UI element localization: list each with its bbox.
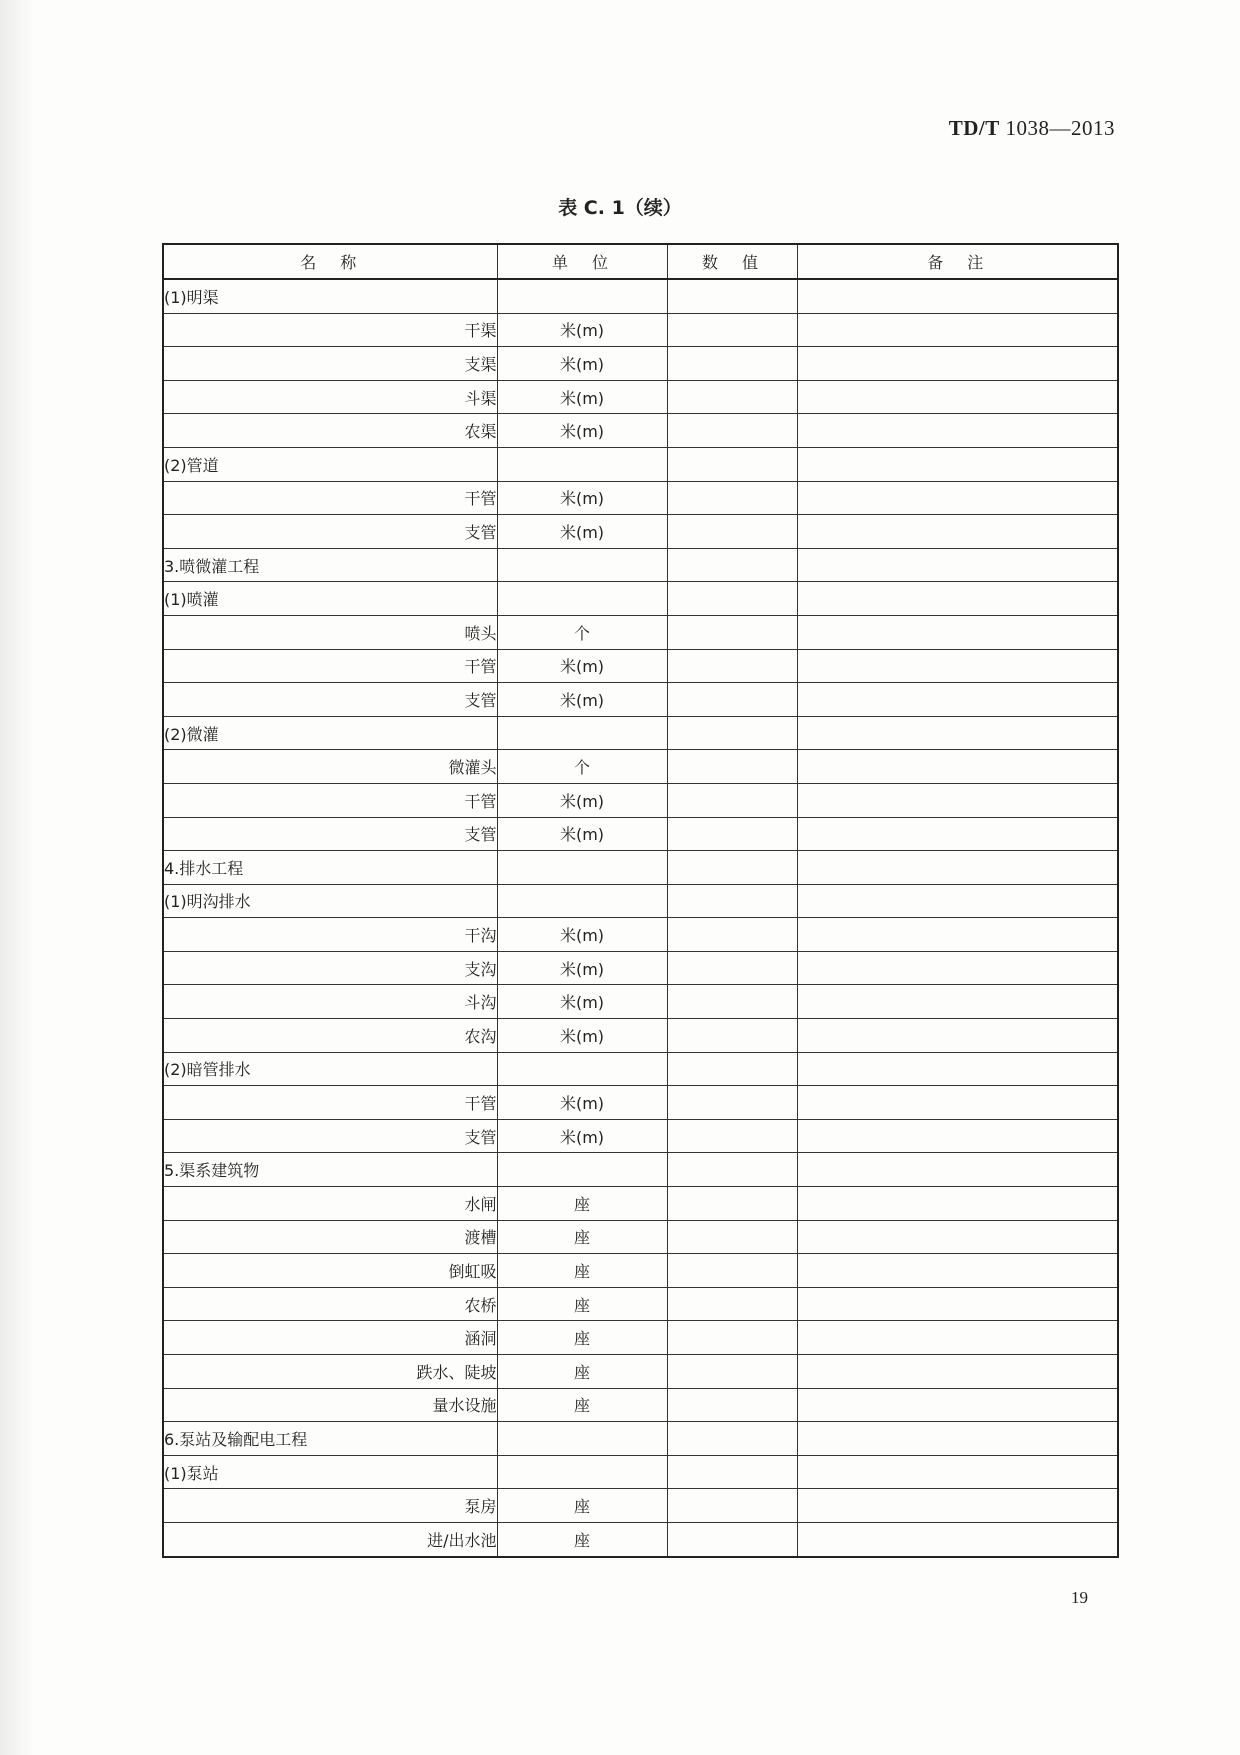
table-row	[163, 582, 1118, 616]
remark-cell[interactable]	[797, 1455, 1118, 1489]
remark-cell[interactable]	[797, 783, 1118, 817]
unit-cell: 米(m)	[497, 414, 667, 448]
column-header-unit: 单 位	[497, 244, 667, 279]
section-name-cell: 4.排水工程	[163, 851, 497, 885]
value-cell[interactable]	[667, 1019, 797, 1053]
remark-cell[interactable]	[797, 515, 1118, 549]
item-name-cell: 渡槽	[163, 1220, 497, 1254]
value-cell[interactable]	[667, 1052, 797, 1086]
unit-cell: 座	[497, 1187, 667, 1221]
table-row	[163, 1086, 1118, 1120]
remark-cell[interactable]	[797, 884, 1118, 918]
remark-cell[interactable]	[797, 548, 1118, 582]
value-cell[interactable]	[667, 515, 797, 549]
value-cell[interactable]	[667, 1153, 797, 1187]
remark-cell[interactable]	[797, 347, 1118, 381]
table-row	[163, 817, 1118, 851]
unit-cell	[497, 447, 667, 481]
table-row	[163, 1052, 1118, 1086]
table-row	[163, 1522, 1118, 1556]
value-cell[interactable]	[667, 817, 797, 851]
value-cell[interactable]	[667, 1220, 797, 1254]
table-row	[163, 548, 1118, 582]
remark-cell[interactable]	[797, 1254, 1118, 1288]
table-row	[163, 615, 1118, 649]
table-row	[163, 1489, 1118, 1523]
value-cell[interactable]	[667, 1489, 797, 1523]
unit-cell: 座	[497, 1321, 667, 1355]
remark-cell[interactable]	[797, 918, 1118, 952]
item-name-cell: 倒虹吸	[163, 1254, 497, 1288]
value-cell[interactable]	[667, 380, 797, 414]
table-row	[163, 884, 1118, 918]
unit-cell	[497, 1422, 667, 1456]
item-name-cell: 干沟	[163, 918, 497, 952]
item-name-cell: 支渠	[163, 347, 497, 381]
data-table	[162, 243, 1119, 1558]
table-row	[163, 1153, 1118, 1187]
remark-cell[interactable]	[797, 649, 1118, 683]
item-name-cell: 农渠	[163, 414, 497, 448]
unit-cell: 米(m)	[497, 649, 667, 683]
section-name-cell: (1)明渠	[163, 279, 497, 313]
unit-cell: 座	[497, 1254, 667, 1288]
unit-cell: 米(m)	[497, 1019, 667, 1053]
unit-cell	[497, 1153, 667, 1187]
unit-cell	[497, 548, 667, 582]
remark-cell[interactable]	[797, 817, 1118, 851]
section-name-cell: 3.喷微灌工程	[163, 548, 497, 582]
table-row	[163, 851, 1118, 885]
item-name-cell: 干管	[163, 783, 497, 817]
value-cell[interactable]	[667, 716, 797, 750]
unit-cell: 米(m)	[497, 515, 667, 549]
item-name-cell: 喷头	[163, 615, 497, 649]
value-cell[interactable]	[667, 1522, 797, 1556]
item-name-cell: 水闸	[163, 1187, 497, 1221]
section-name-cell: (2)微灌	[163, 716, 497, 750]
table-row	[163, 951, 1118, 985]
unit-cell: 座	[497, 1388, 667, 1422]
section-name-cell: (1)喷灌	[163, 582, 497, 616]
value-cell[interactable]	[667, 582, 797, 616]
remark-cell[interactable]	[797, 615, 1118, 649]
page-number: 19	[1071, 1588, 1088, 1607]
table-row	[163, 985, 1118, 1019]
item-name-cell: 干管	[163, 649, 497, 683]
value-cell[interactable]	[667, 447, 797, 481]
remark-cell[interactable]	[797, 582, 1118, 616]
item-name-cell: 农沟	[163, 1019, 497, 1053]
remark-cell[interactable]	[797, 1119, 1118, 1153]
unit-cell: 米(m)	[497, 1086, 667, 1120]
table-row	[163, 649, 1118, 683]
unit-cell: 米(m)	[497, 783, 667, 817]
table-body	[163, 279, 1118, 1557]
unit-cell: 米(m)	[497, 481, 667, 515]
item-name-cell: 支管	[163, 515, 497, 549]
column-header-remark: 备 注	[797, 244, 1118, 279]
unit-cell: 座	[497, 1355, 667, 1389]
remark-cell[interactable]	[797, 279, 1118, 313]
document-code	[949, 116, 1115, 141]
unit-cell	[497, 716, 667, 750]
table-row	[163, 1287, 1118, 1321]
remark-cell[interactable]	[797, 951, 1118, 985]
value-cell[interactable]	[667, 1388, 797, 1422]
table-row	[163, 918, 1118, 952]
value-cell[interactable]	[667, 1355, 797, 1389]
remark-cell[interactable]	[797, 1388, 1118, 1422]
remark-cell[interactable]	[797, 447, 1118, 481]
table-row	[163, 783, 1118, 817]
remark-cell[interactable]	[797, 380, 1118, 414]
table-row	[163, 1388, 1118, 1422]
remark-cell[interactable]	[797, 985, 1118, 1019]
table-row	[163, 1422, 1118, 1456]
column-header-value: 数 值	[667, 244, 797, 279]
item-name-cell: 泵房	[163, 1489, 497, 1523]
unit-cell: 米(m)	[497, 380, 667, 414]
item-name-cell: 微灌头	[163, 750, 497, 784]
table-row	[163, 380, 1118, 414]
value-cell[interactable]	[667, 884, 797, 918]
table-row	[163, 1119, 1118, 1153]
remark-cell[interactable]	[797, 481, 1118, 515]
unit-cell: 座	[497, 1287, 667, 1321]
document-code-prefix: TD/T	[948, 116, 1000, 140]
remark-cell[interactable]	[797, 414, 1118, 448]
unit-cell: 米(m)	[497, 985, 667, 1019]
unit-cell: 米(m)	[497, 817, 667, 851]
table-row	[163, 347, 1118, 381]
remark-cell[interactable]	[797, 1220, 1118, 1254]
item-name-cell: 农桥	[163, 1287, 497, 1321]
item-name-cell: 支管	[163, 1119, 497, 1153]
item-name-cell: 支管	[163, 683, 497, 717]
table-row	[163, 447, 1118, 481]
remark-cell[interactable]	[797, 851, 1118, 885]
unit-cell: 座	[497, 1220, 667, 1254]
section-name-cell: (2)管道	[163, 447, 497, 481]
value-cell[interactable]	[667, 918, 797, 952]
unit-cell: 个	[497, 615, 667, 649]
value-cell[interactable]	[667, 1422, 797, 1456]
value-cell[interactable]	[667, 347, 797, 381]
unit-cell	[497, 884, 667, 918]
value-cell[interactable]	[667, 1086, 797, 1120]
unit-cell: 米(m)	[497, 683, 667, 717]
remark-cell[interactable]	[797, 716, 1118, 750]
document-code-number: 1038—2013	[1005, 116, 1115, 140]
value-cell[interactable]	[667, 1287, 797, 1321]
table-row	[163, 1187, 1118, 1221]
table-row	[163, 1455, 1118, 1489]
section-name-cell: 6.泵站及输配电工程	[163, 1422, 497, 1456]
value-cell[interactable]	[667, 750, 797, 784]
unit-cell: 米(m)	[497, 347, 667, 381]
unit-cell: 座	[497, 1489, 667, 1523]
scan-edge-shadow	[0, 0, 34, 1755]
unit-cell	[497, 279, 667, 313]
unit-cell: 米(m)	[497, 918, 667, 952]
table-row	[163, 1321, 1118, 1355]
value-cell[interactable]	[667, 985, 797, 1019]
unit-cell: 米(m)	[497, 1119, 667, 1153]
remark-cell[interactable]	[797, 1153, 1118, 1187]
table-row	[163, 1220, 1118, 1254]
item-name-cell: 涵洞	[163, 1321, 497, 1355]
unit-cell: 个	[497, 750, 667, 784]
value-cell[interactable]	[667, 1455, 797, 1489]
value-cell[interactable]	[667, 1321, 797, 1355]
table-row	[163, 515, 1118, 549]
remark-cell[interactable]	[797, 1489, 1118, 1523]
table-title: 表 C. 1（续）	[558, 197, 682, 219]
value-cell[interactable]	[667, 313, 797, 347]
remark-cell[interactable]	[797, 313, 1118, 347]
column-header-name: 名 称	[163, 244, 497, 279]
item-name-cell: 支沟	[163, 951, 497, 985]
unit-cell	[497, 1052, 667, 1086]
item-name-cell: 支管	[163, 817, 497, 851]
table-row	[163, 683, 1118, 717]
item-name-cell: 斗渠	[163, 380, 497, 414]
section-name-cell: (1)明沟排水	[163, 884, 497, 918]
remark-cell[interactable]	[797, 750, 1118, 784]
value-cell[interactable]	[667, 1254, 797, 1288]
table-row	[163, 1355, 1118, 1389]
unit-cell	[497, 851, 667, 885]
remark-cell[interactable]	[797, 683, 1118, 717]
table-row	[163, 481, 1118, 515]
remark-cell[interactable]	[797, 1287, 1118, 1321]
section-name-cell: (2)暗管排水	[163, 1052, 497, 1086]
item-name-cell: 量水设施	[163, 1388, 497, 1422]
table-header-row	[163, 244, 1118, 279]
value-cell[interactable]	[667, 414, 797, 448]
unit-cell	[497, 582, 667, 616]
value-cell[interactable]	[667, 279, 797, 313]
remark-cell[interactable]	[797, 1086, 1118, 1120]
table-row	[163, 1019, 1118, 1053]
value-cell[interactable]	[667, 851, 797, 885]
item-name-cell: 斗沟	[163, 985, 497, 1019]
value-cell[interactable]	[667, 1119, 797, 1153]
item-name-cell: 进/出水池	[163, 1522, 497, 1556]
remark-cell[interactable]	[797, 1422, 1118, 1456]
unit-cell: 米(m)	[497, 313, 667, 347]
item-name-cell: 干管	[163, 1086, 497, 1120]
value-cell[interactable]	[667, 951, 797, 985]
value-cell[interactable]	[667, 783, 797, 817]
remark-cell[interactable]	[797, 1522, 1118, 1556]
remark-cell[interactable]	[797, 1321, 1118, 1355]
unit-cell	[497, 1455, 667, 1489]
remark-cell[interactable]	[797, 1187, 1118, 1221]
value-cell[interactable]	[667, 649, 797, 683]
table-row	[163, 750, 1118, 784]
section-name-cell: 5.渠系建筑物	[163, 1153, 497, 1187]
remark-cell[interactable]	[797, 1355, 1118, 1389]
table-row	[163, 313, 1118, 347]
table-row	[163, 716, 1118, 750]
unit-cell: 座	[497, 1522, 667, 1556]
value-cell[interactable]	[667, 1187, 797, 1221]
remark-cell[interactable]	[797, 1052, 1118, 1086]
value-cell[interactable]	[667, 481, 797, 515]
value-cell[interactable]	[667, 683, 797, 717]
remark-cell[interactable]	[797, 1019, 1118, 1053]
unit-cell: 米(m)	[497, 951, 667, 985]
item-name-cell: 干渠	[163, 313, 497, 347]
table-row	[163, 279, 1118, 313]
value-cell[interactable]	[667, 615, 797, 649]
value-cell[interactable]	[667, 548, 797, 582]
table-row	[163, 1254, 1118, 1288]
item-name-cell: 跌水、陡坡	[163, 1355, 497, 1389]
section-name-cell: (1)泵站	[163, 1455, 497, 1489]
table-row	[163, 414, 1118, 448]
item-name-cell: 干管	[163, 481, 497, 515]
